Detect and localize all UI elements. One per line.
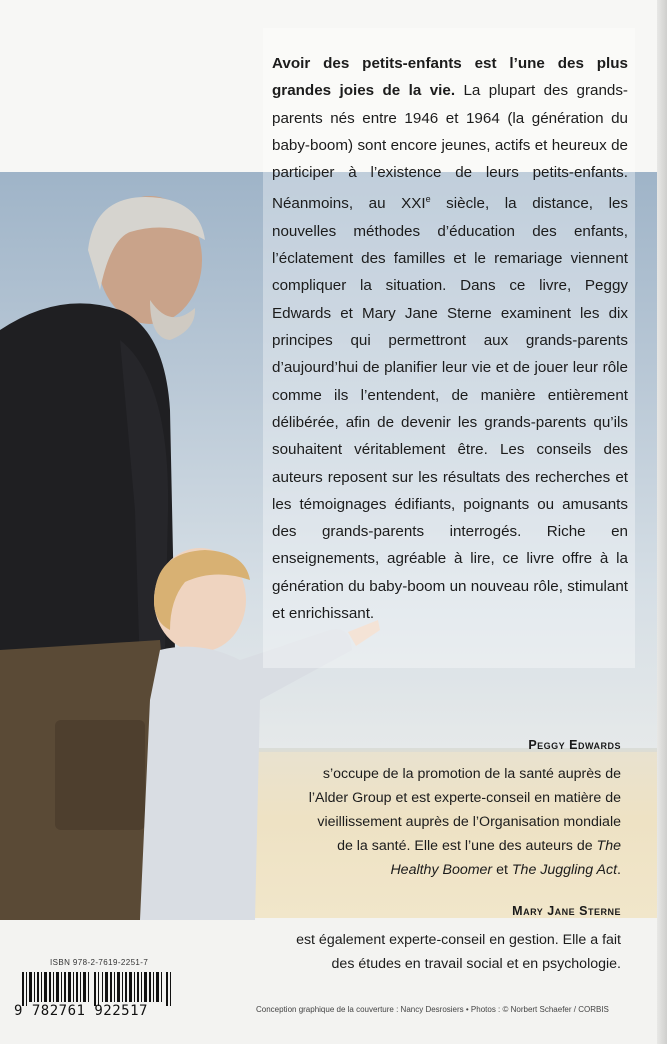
barcode-icon — [22, 972, 172, 1006]
author-bio-peggy-edwards — [299, 762, 621, 882]
design-and-photo-credits: Conception graphique de la couverture : Nancy Desrosiers • Photos : © Norbert Schaefer / CORBIS — [256, 1005, 609, 1014]
author-bio-connector: et — [492, 862, 512, 878]
author-bio-text: s’occupe de la promotion de la santé auprès de l’Alder Group et est experte-conseil en matière de vieillissement auprès de l’Organisation mondiale de la santé. Elle est l’une des auteurs de — [308, 766, 621, 854]
blurb-lead-sentence: Avoir des petits-enfants est l’une des plus grandes joies de la vie. — [272, 55, 628, 100]
book-title-healthy-boomer: The Healthy Boomer — [390, 838, 621, 878]
back-cover-blurb — [272, 50, 628, 627]
cover-edge — [657, 0, 667, 1044]
author-name-peggy-edwards: Peggy Edwards — [528, 738, 621, 752]
author-name-mary-jane-sterne: Mary Jane Sterne — [512, 904, 621, 918]
isbn-number: ISBN 978-2-7619-2251-7 — [50, 958, 149, 967]
trouser-pocket — [55, 720, 145, 830]
barcode-digits: 9 782761 922517 — [14, 1003, 148, 1019]
blurb-body-part2: siècle, la distance, les nouvelles méthodes d’éducation des enfants, l’éclatement des familles et le remariage viennent compliquer la situation. Dans ce livre, Peggy Edwards et Mary Jane Sterne examinent les dix principes qui permettront aux grands-parents d’aujourd’hui de planifier leur vie et de jouer leur rôle comme ils l’entendent, de manière entièrement délibérée, afin de devenir les grands-parents qu’ils souhaitent véritablement être. Les conseils des auteurs reposent sur les résultats des recherches et les témoignages édifiants, poignants ou amusants des grands-parents interrogés. Riche en enseignements, agréable à lire, ce livre offre à la génération du baby-boom un nouveau rôle, stimulant et enrichissant. — [272, 195, 628, 622]
author-bio-mary-jane-sterne: est également experte-conseil en gestion. Elle a fait des études en travail social et en psychologie. — [296, 932, 621, 972]
author-bio-end: . — [617, 862, 621, 878]
blurb-century-superscript: e — [425, 194, 431, 205]
blurb-body-part1: La plupart des grands-parents nés entre 1946 et 1964 (la génération du baby-boom) sont encore jeunes, actifs et heureux de participer à l’existence de leurs petits-enfants. Néanmoins, au XXI — [272, 82, 628, 213]
book-title-juggling-act: The Juggling Act — [511, 862, 618, 878]
